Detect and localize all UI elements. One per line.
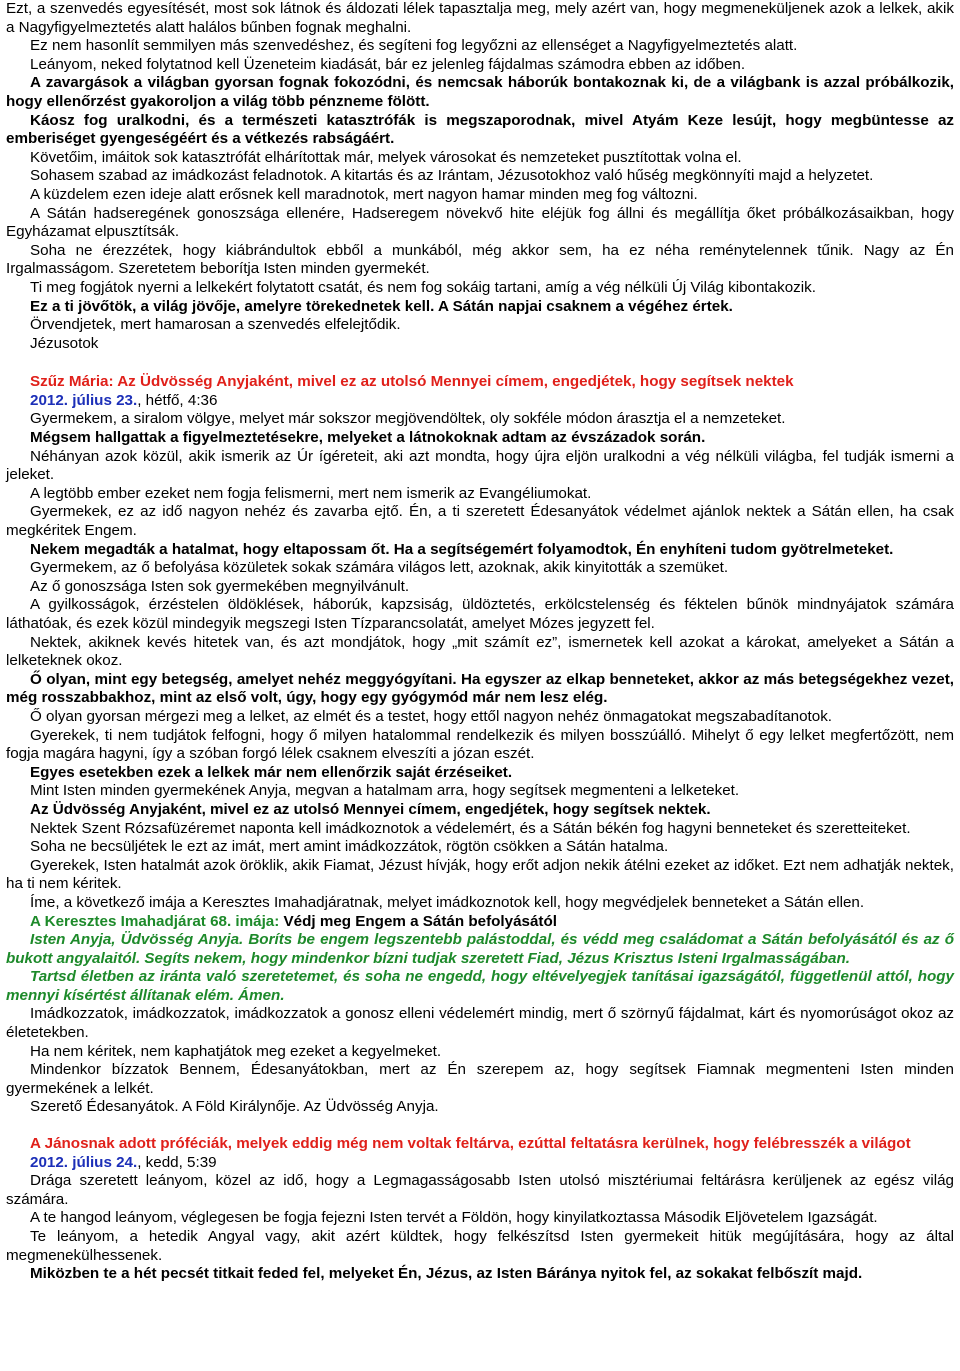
message-heading: Szűz Mária: Az Üdvösség Anyjaként, mivel ez az utolsó Mennyei címem, engedjétek, hogy segítsek nektek: [30, 373, 794, 391]
paragraph-bold: Nekem megadták a hatalmat, hogy eltapossam őt. Ha a segítségemért folyamodtok, Én enyhíteni tudom gyötrelmeteket.: [30, 540, 894, 558]
date-link[interactable]: 2012. július 24.: [30, 1153, 138, 1171]
paragraph: Leányom, neked folytatnod kell Üzeneteim kiadását, bár ez jelenleg fájdalmas számodra ebben az időben.: [30, 55, 746, 73]
paragraph-bold: Egyes esetekben ezek a lelkek már nem ellenőrzik saját érzéseiket.: [30, 763, 513, 781]
paragraph: Soha ne érezzétek, hogy kiábrándultok ebből a munkából, még akkor sem, ha ez néha reménytelennek tűnik. Nagy az Én Irgalmasságom. Szeretetem beborítja Isten minden gyermekét.: [6, 241, 954, 278]
prayer-text: Tartsd életben az iránta való szeretetemet, és soha ne engedd, hogy eltévelyegjek tanításai igazságától, függetlenül attól, hogy mennyi kísértést állítanak elém. Ámen.: [6, 968, 954, 1004]
document-page: [6, 0, 954, 1284]
paragraph: Nektek, akiknek kevés hitetek van, és azt mondjátok, hogy „mit számít ez”, ismernetek kell azokat a károkat, amelyeket a Sátán a lelketeknek okoz.: [6, 633, 954, 670]
paragraph: A legtöbb ember ezeket nem fogja felismerni, mert nem ismerik az Evangéliumokat.: [30, 484, 592, 502]
date-link[interactable]: 2012. július 23.: [30, 391, 138, 409]
prayer-title: [6, 913, 954, 932]
paragraph: Íme, a következő imája a Keresztes Imahadjáratnak, melyet imádkoznotok kell, hogy megvédjelek benneteket a Sátán ellen.: [30, 893, 865, 911]
message-date: [6, 1154, 954, 1173]
paragraph: Követőim, imáitok sok katasztrófát elhárítottak már, melyek városokat és nemzeteket pusztítottak volna el.: [30, 148, 742, 166]
paragraph: Örvendjetek, mert hamarosan a szenvedés elfelejtődik.: [30, 316, 401, 334]
paragraph-bold: Ez a ti jövőtök, a világ jövője, amelyre törekednetek kell. A Sátán napjai csaknem a végéhez értek.: [30, 297, 733, 315]
date-time: , hétfő, 4:36: [137, 391, 218, 409]
spacer: [6, 1117, 954, 1135]
paragraph-bold: Miközben te a hét pecsét titkait feded fel, melyeket Én, Jézus, az Isten Báránya nyitok fel, az sokakat felbőszít majd.: [30, 1265, 863, 1283]
paragraph: Imádkozzatok, imádkozzatok, imádkozzatok a gonosz elleni védelemért mindig, mert ő szörnyű fájdalmat, kárt és nyomorúságot okoz az életetekben.: [6, 1005, 954, 1042]
paragraph: Gyerekek, Isten hatalmát azok öröklik, akik Fiamat, Jézust hívják, hogy erőt adjon nekik átélni ezeket az időket. Ezt nem adhatják nektek, ha ti nem kéritek.: [6, 856, 954, 893]
signature: Jézusotok: [30, 334, 99, 352]
paragraph: Sohasem szabad az imádkozást feladnotok. A kitartás és az Irántam, Jézusotokhoz való hűség megkönnyíti majd a helyzetet.: [30, 167, 874, 185]
paragraph: Ha nem kéritek, nem kaphatjátok meg ezeket a kegyelmeket.: [30, 1042, 442, 1060]
paragraph: Te leányom, a hetedik Angyal vagy, akit azért küldtek, hogy felkészítsd Isten gyermekeit hitük megújítására, hogy az által megmenekülhessenek.: [6, 1228, 954, 1264]
paragraph: Drága szeretett leányom, közel az idő, hogy a Legmagasságosabb Isten utolsó misztériumai feltárásra kerüljenek az egész világ számára.: [6, 1172, 954, 1208]
paragraph: Nektek Szent Rózsafüzéremet naponta kell imádkoznotok a védelemért, és a Sátán békén fog hagyni benneteket és szeretteiteket.: [30, 819, 911, 837]
paragraph-bold: A zavargások a világban gyorsan fognak fokozódni, és nemcsak háborúk bontakoznak ki, de a világbank is azzal próbálkozik, hogy ellenőrzést gyakoroljon a világ több pénzneme fölött.: [6, 74, 954, 110]
message-heading: A Jánosnak adott próféciák, melyek eddig még nem voltak feltárva, ezúttal feltatásra kerülnek, hogy felébresszék a világot: [30, 1135, 911, 1153]
paragraph: A küzdelem ezen ideje alatt erősnek kell maradnotok, mert nagyon hamar minden meg fog változni.: [30, 185, 698, 203]
prayer-number: A Keresztes Imahadjárat 68. imája:: [30, 912, 284, 930]
paragraph: Soha ne becsüljétek le ezt az imát, mert amint imádkozzátok, rögtön csökken a Sátán hatalma.: [30, 838, 669, 856]
paragraph-bold: Ő olyan, mint egy betegség, amelyet nehéz meggyógyítani. Ha egyszer az elkap benneteket, akkor az más betegségekhez vezet, még rosszabbakhoz, mint az első volt, úgy, hogy egy gyógymód már nem lesz elég.: [6, 670, 954, 707]
prayer-text: Isten Anyja, Üdvösség Anyja. Boríts be engem legszentebb palástoddal, és védd meg családomat a Sátán befolyásától és az ő bukott angyalaitól. Segíts nekem, hogy mindenkor bízni tudjak szeretett Fiad, Jézus Krisztus Isteni Irgalmasságában.: [6, 931, 954, 967]
paragraph: A gyilkosságok, érzéstelen öldöklések, háborúk, kapzsiság, üldöztetés, erkölcstelenség és féktelen bűnök mindnyájatok számára láthatóak, és ezek közül mindegyik megszegi Isten Tízparancsolatát, amelyet Mózes jegyzett fel.: [6, 596, 954, 632]
paragraph: Néhányan azok közül, akik ismerik az Úr ígéreteit, aki azt mondta, hogy újra eljön uralkodni a vég nélküli világba, fel tudják ismerni a jeleket.: [6, 447, 954, 484]
paragraph: Ez nem hasonlít semmilyen más szenvedéshez, és segíteni fog legyőzni az ellenséget a Nagyfigyelmeztetés alatt.: [30, 37, 798, 55]
paragraph: Gyerekek, ti nem tudjátok felfogni, hogy ő milyen hatalommal rendelkezik és milyen bosszúálló. Mihelyt ő egy lelket megfertőzött, nem fogja magára hagyni, így a szóban forgó lélek csaknem elveszíti a józan eszét.: [6, 726, 954, 763]
paragraph: Ti meg fogjátok nyerni a lelkekért folytatott csatát, és nem fog sokáig tartani, amíg a vég nélküli Új Világ kibontakozik.: [30, 278, 816, 296]
paragraph: Gyermekem, a siralom völgye, melyet már sokszor megjövendöltek, oly sokféle módon árasztja el a nemzeteket.: [30, 410, 786, 428]
paragraph-bold: Az Üdvösség Anyjaként, mivel ez az utolsó Mennyei címem, engedjétek, hogy segítsek nektek.: [30, 800, 711, 818]
paragraph: Gyermekem, az ő befolyása közületek sokak számára világos lett, azoknak, akik kinyitották a szemüket.: [30, 559, 729, 577]
message-date: [6, 392, 954, 411]
paragraph: Ő olyan gyorsan mérgezi meg a lelket, az elmét és a testet, hogy ettől nagyon nehéz önmagatokat megszabadítanotok.: [30, 707, 833, 725]
paragraph: A Sátán hadseregének gonoszsága ellenére, Hadseregem növekvő hite eléjük fog állni és megállítja őket próbálkozásaikban, hogy Egyházamat elpusztítsák.: [6, 204, 954, 241]
paragraph: Az ő gonoszsága Isten sok gyermekében megnyilvánult.: [30, 577, 410, 595]
signature: Szerető Édesanyátok. A Föld Királynője. Az Üdvösség Anyja.: [30, 1098, 439, 1116]
spacer: [6, 353, 954, 373]
paragraph: A te hangod leányom, véglegesen be fogja fejezni Isten tervét a Földön, hogy kinyilatkoztassa Második Eljövetelem Igazságát.: [30, 1209, 878, 1227]
paragraph: Mindenkor bízzatok Bennem, Édesanyátokban, mert az Én szerepem az, hogy segítsek Fiamnak megmenteni Isten minden gyermekének a lelkét.: [6, 1061, 954, 1097]
date-time: , kedd, 5:39: [137, 1153, 217, 1171]
paragraph: Gyermekek, ez az idő nagyon nehéz és zavarba ejtő. Én, a ti szeretett Édesanyátok védelmet ajánlok nektek a Sátán ellen, ha csak megkéritek Engem.: [6, 503, 954, 540]
paragraph: Mint Isten minden gyermekének Anyja, megvan a hatalmam arra, hogy segítsek megmenteni a lelketeket.: [30, 782, 740, 800]
paragraph: Ezt, a szenvedés egyesítését, most sok látnok és áldozati lélek tapasztalja meg, mely azért van, hogy megmeneküljenek azok a lelkek, akik a Nagyfigyelmeztetés alatt halálos bűnben fognak meghalni.: [6, 0, 954, 36]
paragraph-bold: Mégsem hallgattak a figyelmeztetésekre, melyeket a látnokoknak adtam az évszázadok során.: [30, 429, 706, 447]
paragraph-bold: Káosz fog uralkodni, és a természeti katasztrófák is megszaporodnak, mivel Atyám Keze lesújt, hogy megbüntesse az emberiséget gyengeségéért és a vétkezés rabságáért.: [6, 111, 954, 148]
prayer-name: Védj meg Engem a Sátán befolyásától: [283, 912, 557, 930]
